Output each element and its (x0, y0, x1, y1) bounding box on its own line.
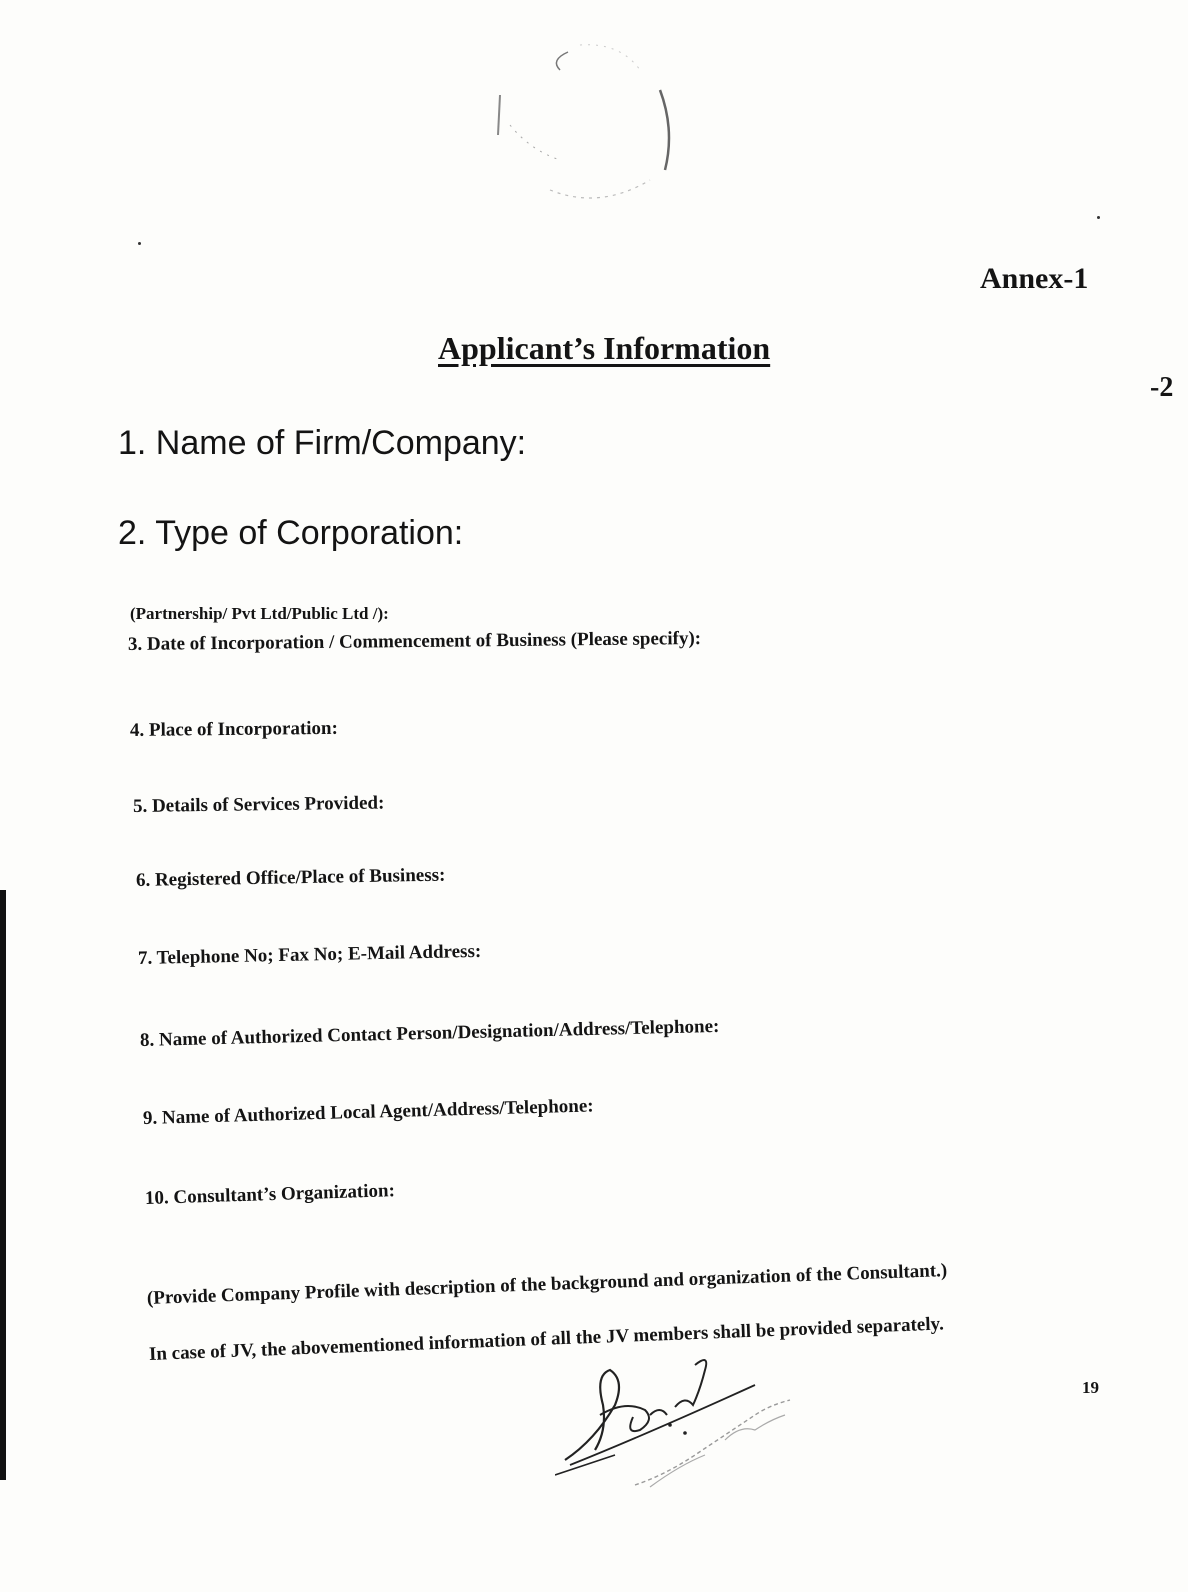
field-consultants-organization: 10. Consultant’s Organization: (144, 1180, 396, 1209)
field-details-of-services: 5. Details of Services Provided: (132, 792, 385, 817)
scan-speck (138, 242, 141, 245)
scan-speck (1097, 216, 1100, 219)
field-place-of-incorporation: 4. Place of Incorporation: (129, 717, 338, 741)
company-profile-note: (Provide Company Profile with description of the background and organization of the Consultant.) (146, 1260, 948, 1309)
field-authorized-local-agent: 9. Name of Authorized Local Agent/Address/Telephone: (142, 1095, 594, 1129)
field-type-of-corporation: 2. Type of Corporation: (118, 514, 464, 552)
adjacent-page-mark: -2 (1150, 372, 1174, 403)
field-registered-office: 6. Registered Office/Place of Business: (135, 864, 446, 891)
annex-label: Annex-1 (980, 262, 1089, 295)
field-contact-details: 7. Telephone No; Fax No; E-Mail Address: (137, 940, 482, 969)
jv-members-note: In case of JV, the abovementioned information of all the JV members shall be provided separately. (148, 1313, 945, 1365)
field-name-of-firm: 1. Name of Firm/Company: (118, 424, 527, 462)
handwritten-signature (555, 1345, 815, 1495)
page-title: Applicant’s Information (438, 330, 771, 366)
faint-seal-stamp (490, 40, 700, 220)
field-authorized-contact-person: 8. Name of Authorized Contact Person/Designation/Address/Telephone: (139, 1015, 720, 1051)
corporation-type-hint: (Partnership/ Pvt Ltd/Public Ltd /): (130, 604, 389, 623)
page-number: 19 (1082, 1378, 1099, 1397)
scan-edge-shadow (0, 890, 6, 1480)
field-date-of-incorporation: 3. Date of Incorporation / Commencement of Business (Please specify): (127, 627, 702, 655)
